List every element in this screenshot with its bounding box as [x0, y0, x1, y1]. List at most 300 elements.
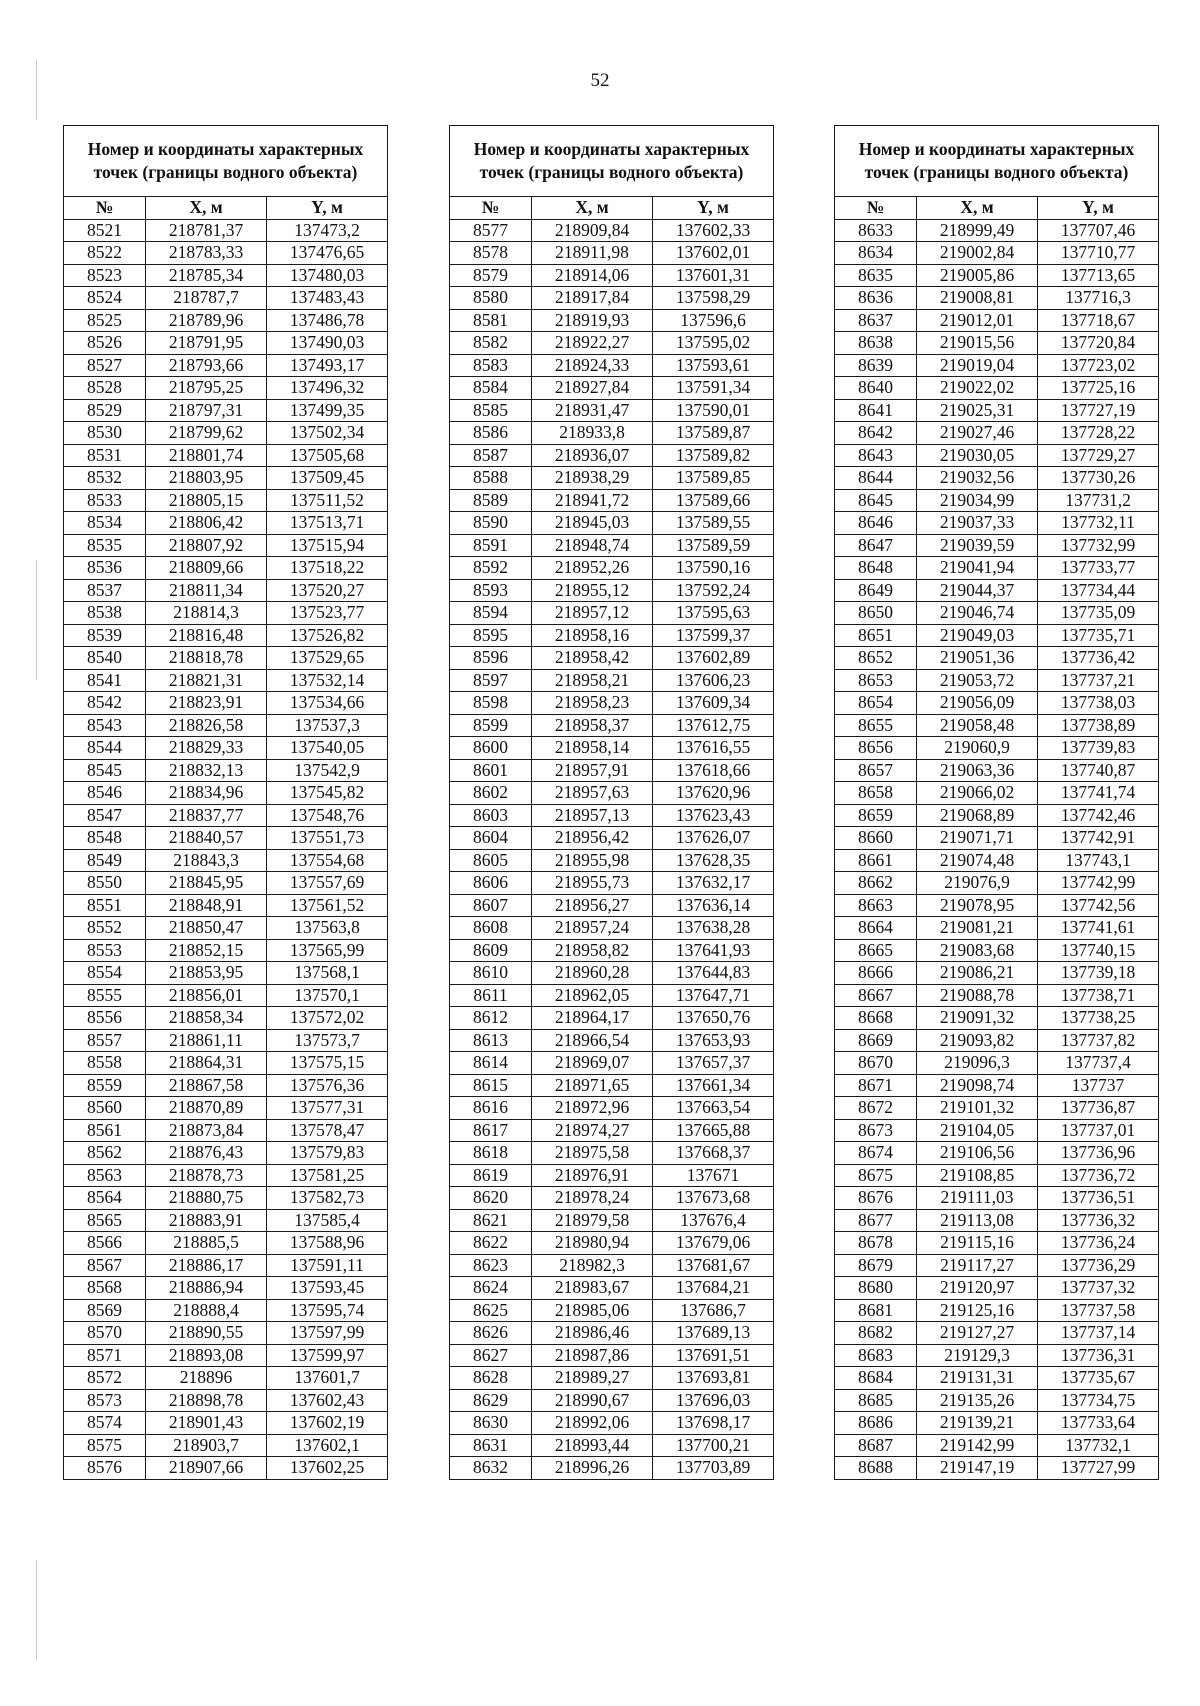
y-coordinate-cell: 137599,37	[653, 624, 774, 647]
x-coordinate-cell: 219076,9	[917, 872, 1038, 895]
table-row	[450, 669, 774, 692]
table-row	[450, 512, 774, 535]
y-coordinate-cell: 137665,88	[653, 1119, 774, 1142]
x-coordinate-cell: 219071,71	[917, 827, 1038, 850]
y-coordinate-cell: 137693,81	[653, 1367, 774, 1390]
point-number-cell: 8650	[835, 602, 917, 625]
y-coordinate-cell: 137647,71	[653, 984, 774, 1007]
point-number-cell: 8608	[450, 917, 532, 940]
x-coordinate-cell: 218919,93	[532, 309, 653, 332]
y-coordinate-cell: 137616,55	[653, 737, 774, 760]
point-number-cell: 8685	[835, 1389, 917, 1412]
x-coordinate-cell: 218993,44	[532, 1434, 653, 1457]
x-coordinate-cell: 218962,05	[532, 984, 653, 1007]
table-row	[450, 444, 774, 467]
x-coordinate-cell: 218960,28	[532, 962, 653, 985]
x-coordinate-cell: 218853,95	[146, 962, 267, 985]
y-coordinate-cell: 137537,3	[267, 714, 388, 737]
point-number-cell: 8557	[64, 1029, 146, 1052]
table-row	[64, 1412, 388, 1435]
y-coordinate-cell: 137736,42	[1038, 647, 1159, 670]
table-row	[64, 579, 388, 602]
y-coordinate-cell: 137511,52	[267, 489, 388, 512]
point-number-cell: 8535	[64, 534, 146, 557]
point-number-cell: 8640	[835, 377, 917, 400]
point-number-cell: 8555	[64, 984, 146, 1007]
x-coordinate-cell: 218799,62	[146, 422, 267, 445]
table-row	[64, 512, 388, 535]
x-coordinate-cell: 219125,16	[917, 1299, 1038, 1322]
table-row	[64, 849, 388, 872]
x-coordinate-cell: 219066,02	[917, 782, 1038, 805]
point-number-cell: 8645	[835, 489, 917, 512]
x-coordinate-cell: 218958,16	[532, 624, 653, 647]
point-number-cell: 8597	[450, 669, 532, 692]
y-coordinate-cell: 137632,17	[653, 872, 774, 895]
x-coordinate-cell: 218873,84	[146, 1119, 267, 1142]
y-coordinate-cell: 137741,61	[1038, 917, 1159, 940]
table-row	[64, 264, 388, 287]
point-number-cell: 8545	[64, 759, 146, 782]
y-coordinate-cell: 137737,21	[1038, 669, 1159, 692]
point-number-cell: 8580	[450, 287, 532, 310]
point-number-cell: 8584	[450, 377, 532, 400]
x-coordinate-cell: 218941,72	[532, 489, 653, 512]
x-coordinate-cell: 218806,42	[146, 512, 267, 535]
x-coordinate-cell: 219032,56	[917, 467, 1038, 490]
x-coordinate-cell: 218933,8	[532, 422, 653, 445]
point-number-cell: 8615	[450, 1074, 532, 1097]
point-number-cell: 8598	[450, 692, 532, 715]
table-row	[835, 1074, 1159, 1097]
table-title: Номер и координаты характерных точек (границы водного объекта)	[835, 126, 1159, 197]
table-row	[835, 489, 1159, 512]
x-coordinate-cell: 218952,26	[532, 557, 653, 580]
y-coordinate-cell: 137563,8	[267, 917, 388, 940]
table-row	[450, 1119, 774, 1142]
table-row	[835, 242, 1159, 265]
table-row	[64, 557, 388, 580]
x-coordinate-cell: 219096,3	[917, 1052, 1038, 1075]
point-number-cell: 8618	[450, 1142, 532, 1165]
point-number-cell: 8533	[64, 489, 146, 512]
table-row	[450, 894, 774, 917]
y-coordinate-cell: 137735,71	[1038, 624, 1159, 647]
y-coordinate-cell: 137590,01	[653, 399, 774, 422]
x-coordinate-cell: 218789,96	[146, 309, 267, 332]
table-row	[64, 1367, 388, 1390]
point-number-cell: 8647	[835, 534, 917, 557]
y-coordinate-cell: 137592,24	[653, 579, 774, 602]
x-coordinate-cell: 218911,98	[532, 242, 653, 265]
table-row	[450, 309, 774, 332]
point-number-cell: 8642	[835, 422, 917, 445]
table-row	[64, 242, 388, 265]
point-number-cell: 8673	[835, 1119, 917, 1142]
x-coordinate-cell: 218795,25	[146, 377, 267, 400]
table-row	[450, 1254, 774, 1277]
x-coordinate-cell: 219037,33	[917, 512, 1038, 535]
y-coordinate-cell: 137561,52	[267, 894, 388, 917]
table-row	[835, 984, 1159, 1007]
point-number-cell: 8662	[835, 872, 917, 895]
y-coordinate-cell: 137653,93	[653, 1029, 774, 1052]
point-number-cell: 8611	[450, 984, 532, 1007]
y-coordinate-cell: 137589,59	[653, 534, 774, 557]
point-number-cell: 8590	[450, 512, 532, 535]
y-coordinate-cell: 137572,02	[267, 1007, 388, 1030]
x-coordinate-cell: 219049,03	[917, 624, 1038, 647]
x-coordinate-cell: 218996,26	[532, 1457, 653, 1480]
table-row	[835, 624, 1159, 647]
table-row	[450, 1277, 774, 1300]
x-coordinate-cell: 218785,34	[146, 264, 267, 287]
point-number-cell: 8577	[450, 219, 532, 242]
table-row	[450, 534, 774, 557]
table-row	[64, 287, 388, 310]
table-row	[835, 512, 1159, 535]
table-row	[450, 287, 774, 310]
y-coordinate-cell: 137743,1	[1038, 849, 1159, 872]
column-header-x: X, м	[146, 197, 267, 220]
table-row	[450, 1007, 774, 1030]
point-number-cell: 8637	[835, 309, 917, 332]
point-number-cell: 8619	[450, 1164, 532, 1187]
point-number-cell: 8595	[450, 624, 532, 647]
x-coordinate-cell: 218880,75	[146, 1187, 267, 1210]
y-coordinate-cell: 137738,89	[1038, 714, 1159, 737]
table-row	[835, 399, 1159, 422]
point-number-cell: 8561	[64, 1119, 146, 1142]
x-coordinate-cell: 218978,24	[532, 1187, 653, 1210]
y-coordinate-cell: 137735,67	[1038, 1367, 1159, 1390]
coordinates-table	[63, 125, 388, 1480]
table-row	[835, 1344, 1159, 1367]
table-row	[64, 1232, 388, 1255]
point-number-cell: 8679	[835, 1254, 917, 1277]
x-coordinate-cell: 218999,49	[917, 219, 1038, 242]
x-coordinate-cell: 219101,32	[917, 1097, 1038, 1120]
table-row	[835, 467, 1159, 490]
y-coordinate-cell: 137589,66	[653, 489, 774, 512]
x-coordinate-cell: 218958,82	[532, 939, 653, 962]
page-number: 52	[590, 70, 610, 91]
y-coordinate-cell: 137623,43	[653, 804, 774, 827]
y-coordinate-cell: 137589,82	[653, 444, 774, 467]
y-coordinate-cell: 137542,9	[267, 759, 388, 782]
point-number-cell: 8521	[64, 219, 146, 242]
y-coordinate-cell: 137668,37	[653, 1142, 774, 1165]
table-row	[450, 1322, 774, 1345]
table-row	[835, 557, 1159, 580]
x-coordinate-cell: 218783,33	[146, 242, 267, 265]
table-row	[64, 1119, 388, 1142]
y-coordinate-cell: 137509,45	[267, 467, 388, 490]
point-number-cell: 8526	[64, 332, 146, 355]
y-coordinate-cell: 137735,09	[1038, 602, 1159, 625]
point-number-cell: 8564	[64, 1187, 146, 1210]
x-coordinate-cell: 218971,65	[532, 1074, 653, 1097]
table-row	[835, 737, 1159, 760]
table-row	[450, 827, 774, 850]
point-number-cell: 8574	[64, 1412, 146, 1435]
y-coordinate-cell: 137727,99	[1038, 1457, 1159, 1480]
point-number-cell: 8596	[450, 647, 532, 670]
point-number-cell: 8544	[64, 737, 146, 760]
x-coordinate-cell: 218856,01	[146, 984, 267, 1007]
point-number-cell: 8604	[450, 827, 532, 850]
x-coordinate-cell: 218901,43	[146, 1412, 267, 1435]
y-coordinate-cell: 137601,31	[653, 264, 774, 287]
table-row	[450, 1299, 774, 1322]
column-header-x: X, м	[532, 197, 653, 220]
y-coordinate-cell: 137589,55	[653, 512, 774, 535]
table-row	[835, 1142, 1159, 1165]
y-coordinate-cell: 137738,71	[1038, 984, 1159, 1007]
y-coordinate-cell: 137609,34	[653, 692, 774, 715]
y-coordinate-cell: 137707,46	[1038, 219, 1159, 242]
point-number-cell: 8600	[450, 737, 532, 760]
x-coordinate-cell: 219019,04	[917, 354, 1038, 377]
table-row	[64, 1164, 388, 1187]
x-coordinate-cell: 219002,84	[917, 242, 1038, 265]
table-row	[64, 1277, 388, 1300]
y-coordinate-cell: 137505,68	[267, 444, 388, 467]
y-coordinate-cell: 137736,31	[1038, 1344, 1159, 1367]
x-coordinate-cell: 219091,32	[917, 1007, 1038, 1030]
table-row	[64, 669, 388, 692]
point-number-cell: 8626	[450, 1322, 532, 1345]
table-row	[450, 1074, 774, 1097]
table-row	[64, 714, 388, 737]
table-row	[450, 354, 774, 377]
table-row	[450, 692, 774, 715]
table-row	[450, 489, 774, 512]
table-row	[835, 287, 1159, 310]
x-coordinate-cell: 218805,15	[146, 489, 267, 512]
table-row	[835, 962, 1159, 985]
point-number-cell: 8636	[835, 287, 917, 310]
table-body	[835, 219, 1159, 1479]
point-number-cell: 8667	[835, 984, 917, 1007]
y-coordinate-cell: 137718,67	[1038, 309, 1159, 332]
x-coordinate-cell: 218976,91	[532, 1164, 653, 1187]
y-coordinate-cell: 137736,24	[1038, 1232, 1159, 1255]
y-coordinate-cell: 137737,01	[1038, 1119, 1159, 1142]
table-row	[835, 377, 1159, 400]
y-coordinate-cell: 137742,99	[1038, 872, 1159, 895]
x-coordinate-cell: 218945,03	[532, 512, 653, 535]
point-number-cell: 8661	[835, 849, 917, 872]
y-coordinate-cell: 137532,14	[267, 669, 388, 692]
x-coordinate-cell: 218948,74	[532, 534, 653, 557]
point-number-cell: 8672	[835, 1097, 917, 1120]
x-coordinate-cell: 218986,46	[532, 1322, 653, 1345]
point-number-cell: 8531	[64, 444, 146, 467]
x-coordinate-cell: 218823,91	[146, 692, 267, 715]
point-number-cell: 8625	[450, 1299, 532, 1322]
table-row	[64, 377, 388, 400]
table-row	[835, 1187, 1159, 1210]
y-coordinate-cell: 137738,25	[1038, 1007, 1159, 1030]
point-number-cell: 8525	[64, 309, 146, 332]
table-row	[450, 917, 774, 940]
x-coordinate-cell: 219063,36	[917, 759, 1038, 782]
x-coordinate-cell: 219058,48	[917, 714, 1038, 737]
point-number-cell: 8686	[835, 1412, 917, 1435]
point-number-cell: 8669	[835, 1029, 917, 1052]
x-coordinate-cell: 219139,21	[917, 1412, 1038, 1435]
x-coordinate-cell: 218972,96	[532, 1097, 653, 1120]
x-coordinate-cell: 219115,16	[917, 1232, 1038, 1255]
y-coordinate-cell: 137596,6	[653, 309, 774, 332]
x-coordinate-cell: 218848,91	[146, 894, 267, 917]
table-row	[450, 377, 774, 400]
point-number-cell: 8592	[450, 557, 532, 580]
point-number-cell: 8620	[450, 1187, 532, 1210]
x-coordinate-cell: 219015,56	[917, 332, 1038, 355]
table-row	[64, 624, 388, 647]
x-coordinate-cell: 219044,37	[917, 579, 1038, 602]
x-coordinate-cell: 218852,15	[146, 939, 267, 962]
table-row	[64, 1299, 388, 1322]
table-row	[835, 1412, 1159, 1435]
point-number-cell: 8635	[835, 264, 917, 287]
y-coordinate-cell: 137732,1	[1038, 1434, 1159, 1457]
point-number-cell: 8617	[450, 1119, 532, 1142]
point-number-cell: 8562	[64, 1142, 146, 1165]
x-coordinate-cell: 218864,31	[146, 1052, 267, 1075]
x-coordinate-cell: 218861,11	[146, 1029, 267, 1052]
table-row	[64, 737, 388, 760]
y-coordinate-cell: 137589,87	[653, 422, 774, 445]
table-row	[450, 332, 774, 355]
y-coordinate-cell: 137578,47	[267, 1119, 388, 1142]
table-row	[450, 1142, 774, 1165]
point-number-cell: 8616	[450, 1097, 532, 1120]
table-row	[450, 1367, 774, 1390]
table-row	[835, 1164, 1159, 1187]
x-coordinate-cell: 218814,3	[146, 602, 267, 625]
y-coordinate-cell: 137657,37	[653, 1052, 774, 1075]
table-title: Номер и координаты характерных точек (границы водного объекта)	[450, 126, 774, 197]
table-row	[64, 444, 388, 467]
table-row	[835, 1322, 1159, 1345]
x-coordinate-cell: 219113,08	[917, 1209, 1038, 1232]
y-coordinate-cell: 137739,83	[1038, 737, 1159, 760]
x-coordinate-cell: 218883,91	[146, 1209, 267, 1232]
table-row	[835, 692, 1159, 715]
point-number-cell: 8663	[835, 894, 917, 917]
x-coordinate-cell: 218845,95	[146, 872, 267, 895]
table-row	[450, 1187, 774, 1210]
table-row	[64, 489, 388, 512]
table-row	[64, 1344, 388, 1367]
point-number-cell: 8587	[450, 444, 532, 467]
x-coordinate-cell: 219083,68	[917, 939, 1038, 962]
y-coordinate-cell: 137734,75	[1038, 1389, 1159, 1412]
point-number-cell: 8622	[450, 1232, 532, 1255]
point-number-cell: 8565	[64, 1209, 146, 1232]
x-coordinate-cell: 219051,36	[917, 647, 1038, 670]
x-coordinate-cell: 218809,66	[146, 557, 267, 580]
point-number-cell: 8579	[450, 264, 532, 287]
table-row	[450, 1389, 774, 1412]
point-number-cell: 8688	[835, 1457, 917, 1480]
table-row	[835, 602, 1159, 625]
table-title: Номер и координаты характерных точек (границы водного объекта)	[64, 126, 388, 197]
point-number-cell: 8603	[450, 804, 532, 827]
x-coordinate-cell: 218858,34	[146, 1007, 267, 1030]
y-coordinate-cell: 137739,18	[1038, 962, 1159, 985]
y-coordinate-cell: 137523,77	[267, 602, 388, 625]
x-coordinate-cell: 219104,05	[917, 1119, 1038, 1142]
point-number-cell: 8523	[64, 264, 146, 287]
table-row	[835, 827, 1159, 850]
x-coordinate-cell: 218834,96	[146, 782, 267, 805]
table-row	[450, 872, 774, 895]
point-number-cell: 8668	[835, 1007, 917, 1030]
x-coordinate-cell: 218840,57	[146, 827, 267, 850]
y-coordinate-cell: 137703,89	[653, 1457, 774, 1480]
x-coordinate-cell: 218870,89	[146, 1097, 267, 1120]
column-header-number: №	[64, 197, 146, 220]
point-number-cell: 8588	[450, 467, 532, 490]
x-coordinate-cell: 218818,78	[146, 647, 267, 670]
table-row	[835, 579, 1159, 602]
table-row	[835, 872, 1159, 895]
point-number-cell: 8559	[64, 1074, 146, 1097]
y-coordinate-cell: 137573,7	[267, 1029, 388, 1052]
x-coordinate-cell: 218936,07	[532, 444, 653, 467]
point-number-cell: 8634	[835, 242, 917, 265]
y-coordinate-cell: 137551,73	[267, 827, 388, 850]
x-coordinate-cell: 218964,17	[532, 1007, 653, 1030]
table-row	[835, 647, 1159, 670]
table-row	[835, 219, 1159, 242]
table-row	[835, 1277, 1159, 1300]
y-coordinate-cell: 137737,82	[1038, 1029, 1159, 1052]
x-coordinate-cell: 218914,06	[532, 264, 653, 287]
x-coordinate-cell: 218955,12	[532, 579, 653, 602]
x-coordinate-cell: 219012,01	[917, 309, 1038, 332]
point-number-cell: 8624	[450, 1277, 532, 1300]
point-number-cell: 8593	[450, 579, 532, 602]
x-coordinate-cell: 218888,4	[146, 1299, 267, 1322]
x-coordinate-cell: 218878,73	[146, 1164, 267, 1187]
point-number-cell: 8610	[450, 962, 532, 985]
y-coordinate-cell: 137602,89	[653, 647, 774, 670]
x-coordinate-cell: 218837,77	[146, 804, 267, 827]
y-coordinate-cell: 137612,75	[653, 714, 774, 737]
point-number-cell: 8623	[450, 1254, 532, 1277]
table-row	[835, 759, 1159, 782]
y-coordinate-cell: 137548,76	[267, 804, 388, 827]
x-coordinate-cell: 218980,94	[532, 1232, 653, 1255]
y-coordinate-cell: 137581,25	[267, 1164, 388, 1187]
table-row	[64, 984, 388, 1007]
x-coordinate-cell: 218922,27	[532, 332, 653, 355]
point-number-cell: 8529	[64, 399, 146, 422]
point-number-cell: 8605	[450, 849, 532, 872]
scan-margin-line	[36, 1560, 37, 1660]
y-coordinate-cell: 137473,2	[267, 219, 388, 242]
y-coordinate-cell: 137526,82	[267, 624, 388, 647]
point-number-cell: 8539	[64, 624, 146, 647]
point-number-cell: 8524	[64, 287, 146, 310]
y-coordinate-cell: 137644,83	[653, 962, 774, 985]
table-row	[450, 1209, 774, 1232]
